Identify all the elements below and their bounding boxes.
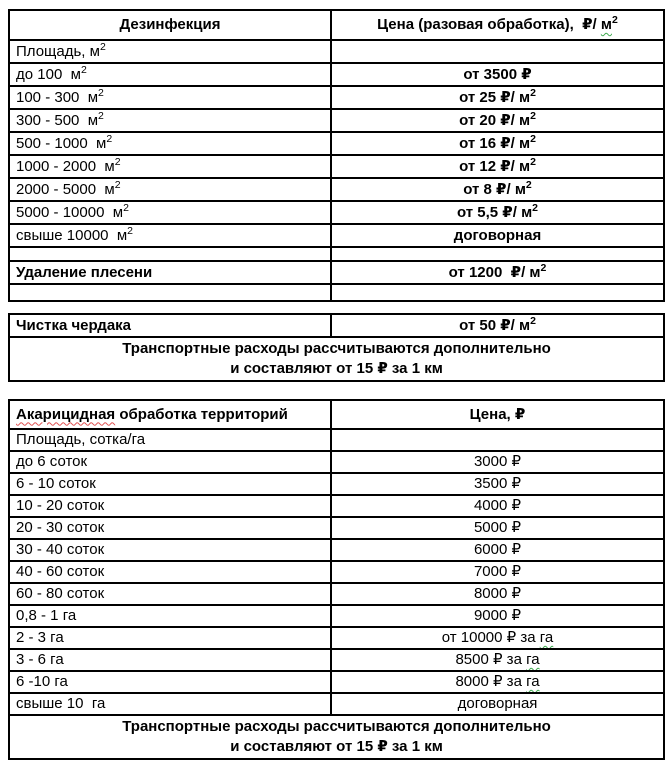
text-segment: Транспортные расходы рассчитываются дополнительно bbox=[122, 340, 551, 357]
text-segment: и составляют от 15 ₽ за 1 км bbox=[230, 738, 443, 755]
text-segment: 0,8 - 1 га bbox=[16, 607, 77, 624]
text-segment: 2 bbox=[530, 109, 536, 122]
text-segment: 2 bbox=[532, 201, 539, 214]
table-row bbox=[9, 284, 664, 301]
row-label-cell bbox=[9, 561, 331, 583]
note-line bbox=[16, 359, 657, 379]
row-label-cell bbox=[9, 451, 331, 473]
table-row bbox=[9, 109, 664, 132]
text-segment: 9000 ₽ bbox=[473, 607, 522, 624]
text-segment: 2 bbox=[98, 109, 104, 122]
table-row bbox=[9, 627, 664, 649]
text-segment: от 12 ₽/ м bbox=[459, 157, 531, 175]
row-label-cell bbox=[9, 201, 331, 224]
row-price-cell bbox=[331, 451, 664, 473]
header-cell bbox=[9, 10, 331, 40]
table-row bbox=[9, 451, 664, 473]
row-label-cell bbox=[9, 539, 331, 561]
misspelled-word: га bbox=[526, 673, 540, 690]
text-segment: Цена, ₽ bbox=[469, 405, 526, 423]
row-price-cell bbox=[331, 63, 664, 86]
row-price-cell bbox=[331, 649, 664, 671]
note-line bbox=[16, 737, 657, 757]
text-segment: 2 bbox=[127, 224, 133, 237]
table-row bbox=[9, 605, 664, 627]
text-segment: Дезинфекция bbox=[119, 16, 221, 33]
text-segment: 2 bbox=[530, 155, 536, 168]
table-row bbox=[9, 473, 664, 495]
row-label-cell bbox=[9, 224, 331, 247]
text-segment: 2 bbox=[114, 178, 121, 191]
row-price-cell bbox=[331, 201, 664, 224]
misspelled-word: га bbox=[526, 651, 540, 668]
text-segment: договорная bbox=[453, 226, 542, 244]
row-label-cell bbox=[9, 63, 331, 86]
text-segment: 2000 - 5000 м bbox=[16, 180, 115, 198]
row-label-cell bbox=[9, 132, 331, 155]
text-segment: 1000 - 2000 м bbox=[16, 157, 115, 175]
row-price-cell bbox=[331, 314, 664, 337]
row-label-cell bbox=[9, 693, 331, 715]
text-segment: 8000 ₽ bbox=[473, 585, 522, 602]
row-price-cell bbox=[331, 561, 664, 583]
text-segment: Площадь, м bbox=[16, 42, 100, 60]
header-cell bbox=[331, 400, 664, 429]
text-segment: Цена (разовая обработка), ₽/ bbox=[377, 16, 601, 33]
row-price-cell bbox=[331, 495, 664, 517]
text-segment: 5000 ₽ bbox=[473, 519, 522, 536]
row-label-cell bbox=[9, 671, 331, 693]
row-price-cell bbox=[331, 605, 664, 627]
disinfection-price-table bbox=[8, 9, 665, 302]
misspelled-word: га bbox=[539, 629, 554, 646]
attic-cleaning-table bbox=[8, 313, 665, 382]
row-price-cell bbox=[331, 155, 664, 178]
row-price-cell bbox=[331, 109, 664, 132]
text-segment: от 16 ₽/ м bbox=[459, 134, 531, 152]
text-segment: 60 - 80 соток bbox=[16, 585, 105, 602]
text-segment: Чистка чердака bbox=[16, 316, 132, 334]
row-price-cell bbox=[331, 224, 664, 247]
text-segment: Удаление плесени bbox=[16, 263, 153, 281]
row-label-cell bbox=[9, 86, 331, 109]
text-segment: договорная bbox=[457, 695, 538, 712]
table-row bbox=[9, 314, 664, 337]
text-segment: 2 bbox=[530, 314, 536, 327]
text-segment: до 100 м bbox=[16, 65, 81, 83]
table-row bbox=[9, 10, 664, 40]
header-cell bbox=[331, 10, 664, 40]
row-price-cell bbox=[331, 284, 664, 301]
text-segment: 8000 ₽ за bbox=[455, 673, 527, 690]
table-row bbox=[9, 693, 664, 715]
table-row bbox=[9, 63, 664, 86]
row-price-cell bbox=[331, 261, 664, 284]
row-label-cell bbox=[9, 649, 331, 671]
table-row bbox=[9, 649, 664, 671]
text-segment: 2 bbox=[530, 86, 536, 99]
text-segment: 7000 ₽ bbox=[473, 563, 522, 580]
text-segment: 3000 ₽ bbox=[473, 453, 522, 470]
text-segment: 6000 ₽ bbox=[473, 541, 522, 558]
row-price-cell bbox=[331, 473, 664, 495]
table-row bbox=[9, 495, 664, 517]
row-label-cell bbox=[9, 109, 331, 132]
attic-table-body bbox=[9, 314, 664, 381]
table-row bbox=[9, 517, 664, 539]
row-label-cell bbox=[9, 155, 331, 178]
text-segment: 6 - 10 соток bbox=[16, 475, 96, 492]
text-segment: 100 - 300 м bbox=[16, 88, 99, 106]
table-row bbox=[9, 224, 664, 247]
note-line bbox=[16, 717, 657, 737]
text-segment: от 25 ₽/ м bbox=[459, 88, 531, 106]
text-segment: 20 - 30 соток bbox=[16, 519, 105, 536]
table-row bbox=[9, 400, 664, 429]
row-label-cell bbox=[9, 247, 331, 261]
row-price-cell bbox=[331, 539, 664, 561]
text-segment: 2 bbox=[114, 155, 121, 168]
text-segment: 300 - 500 м bbox=[16, 111, 99, 129]
misspelled-word: м bbox=[600, 16, 612, 33]
table-row bbox=[9, 715, 664, 759]
row-price-cell bbox=[331, 583, 664, 605]
table-row bbox=[9, 429, 664, 451]
text-segment: 2 bbox=[540, 261, 547, 274]
table-row bbox=[9, 201, 664, 224]
row-price-cell bbox=[331, 693, 664, 715]
text-segment: 500 - 1000 м bbox=[16, 134, 107, 152]
row-label-cell bbox=[9, 495, 331, 517]
text-segment: 2 bbox=[106, 132, 113, 145]
table-row bbox=[9, 86, 664, 109]
table-row bbox=[9, 261, 664, 284]
table-row bbox=[9, 583, 664, 605]
acaricide-table-body bbox=[9, 400, 664, 759]
row-price-cell bbox=[331, 132, 664, 155]
row-label-cell bbox=[9, 284, 331, 301]
table-row bbox=[9, 40, 664, 63]
text-segment: 2 bbox=[123, 201, 129, 214]
text-segment: свыше 10 га bbox=[16, 695, 106, 712]
text-segment: и составляют от 15 ₽ за 1 км bbox=[230, 360, 443, 377]
text-segment: 30 - 40 соток bbox=[16, 541, 105, 558]
text-segment: от 20 ₽/ м bbox=[459, 111, 531, 129]
text-segment: от 10000 ₽ за bbox=[441, 629, 540, 646]
transport-note-cell bbox=[9, 715, 664, 759]
text-segment: 3 - 6 га bbox=[16, 651, 64, 668]
text-segment: от 1200 ₽/ м bbox=[448, 263, 541, 281]
text-segment: 2 bbox=[80, 63, 87, 76]
note-line bbox=[16, 339, 657, 359]
text-segment: 3500 ₽ bbox=[473, 475, 522, 492]
table-row bbox=[9, 561, 664, 583]
row-price-cell bbox=[331, 247, 664, 261]
text-segment: Площадь, сотка/га bbox=[16, 431, 146, 448]
text-segment: от 3500 ₽ bbox=[463, 65, 532, 83]
text-segment: обработка территорий bbox=[115, 405, 288, 423]
text-segment: от 5,5 ₽/ м bbox=[456, 203, 533, 221]
row-label-cell bbox=[9, 473, 331, 495]
transport-note-cell bbox=[9, 337, 664, 381]
text-segment: 2 bbox=[98, 86, 104, 99]
row-label-cell bbox=[9, 517, 331, 539]
text-segment: 2 bbox=[99, 40, 106, 53]
row-price-cell bbox=[331, 517, 664, 539]
text-segment: 2 bbox=[530, 132, 536, 145]
misspelled-word: Акарицидная bbox=[16, 405, 116, 423]
text-segment: 2 bbox=[525, 178, 532, 191]
text-segment: 8500 ₽ за bbox=[455, 651, 527, 668]
text-segment: свыше 10000 м bbox=[16, 226, 128, 244]
table-row bbox=[9, 178, 664, 201]
table-row bbox=[9, 247, 664, 261]
text-segment: 40 - 60 соток bbox=[16, 563, 105, 580]
text-segment: 10 - 20 соток bbox=[16, 497, 105, 514]
text-segment: Транспортные расходы рассчитываются дополнительно bbox=[122, 718, 551, 735]
header-cell bbox=[9, 400, 331, 429]
row-label-cell bbox=[9, 178, 331, 201]
disinfection-table-body bbox=[9, 10, 664, 301]
row-price-cell bbox=[331, 178, 664, 201]
text-segment: 6 -10 га bbox=[16, 673, 68, 690]
text-segment: от 50 ₽/ м bbox=[459, 316, 531, 334]
table-row bbox=[9, 671, 664, 693]
row-label-cell bbox=[9, 605, 331, 627]
table-row bbox=[9, 155, 664, 178]
table-row bbox=[9, 337, 664, 381]
row-price-cell bbox=[331, 671, 664, 693]
text-segment: до 6 соток bbox=[16, 453, 88, 470]
row-label-cell bbox=[9, 429, 331, 451]
text-segment: 5000 - 10000 м bbox=[16, 203, 124, 221]
text-segment: 4000 ₽ bbox=[473, 497, 522, 514]
table-row bbox=[9, 539, 664, 561]
row-label-cell bbox=[9, 627, 331, 649]
row-price-cell bbox=[331, 627, 664, 649]
row-label-cell bbox=[9, 40, 331, 63]
row-price-cell bbox=[331, 40, 664, 63]
row-price-cell bbox=[331, 86, 664, 109]
row-price-cell bbox=[331, 429, 664, 451]
table-row bbox=[9, 132, 664, 155]
row-label-cell bbox=[9, 261, 331, 284]
text-segment: от 8 ₽/ м bbox=[463, 180, 526, 198]
row-label-cell bbox=[9, 583, 331, 605]
text-segment: 2 - 3 га bbox=[16, 629, 64, 646]
text-segment: 2 bbox=[611, 14, 618, 26]
row-label-cell bbox=[9, 314, 331, 337]
acaricide-treatment-table bbox=[8, 399, 665, 760]
